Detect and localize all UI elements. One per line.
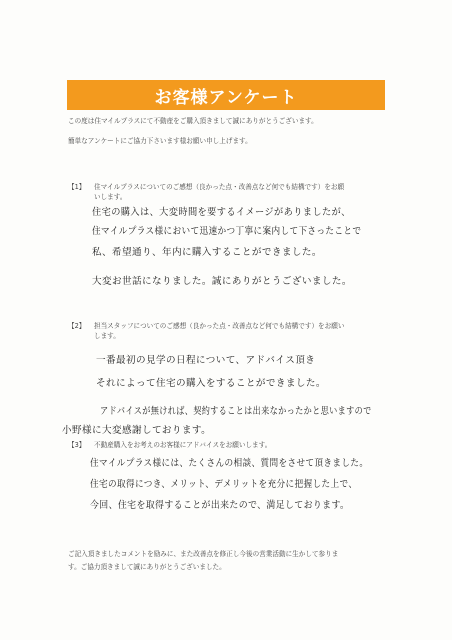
intro-line-1: この度は住マイルプラスにて不動産をご購入頂きまして誠にありがとうございます。 (68, 117, 318, 125)
survey-title-banner (67, 80, 385, 110)
question-1 (68, 183, 344, 202)
question-2-text: 担当スタッフについてのご感想（良かった点・改善点など何でも結構です）をお願い (94, 322, 345, 330)
question-3-text: 不動産購入をお考えのお客様にアドバイスをお願いします。 (94, 441, 272, 449)
footer-line-2: す。ご協力頂きまして誠にありがとうございました。 (68, 563, 226, 571)
answer-2-line-1: 一番最初の見学の日程について、アドバイス頂き (96, 355, 316, 366)
question-1-text: 住マイルプラスについてのご感想（良かった点・改善点など何でも結構です）をお願 (94, 183, 345, 191)
answer-3-line-3: 今回、住宅を取得することが出来たので、満足しております。 (90, 500, 350, 511)
survey-title: お客様アンケート (154, 87, 298, 108)
footer-line-1: ご記入頂きましたコメントを励みに、また改善点を修正し今後の営業活動に生かして参りま (68, 550, 339, 558)
answer-1-line-3: 私、希望通り、年内に購入することができました。 (92, 247, 322, 258)
answer-1-line-2: 住マイルプラス様において迅速かつ丁寧に案内して下さったことで (92, 226, 362, 237)
answer-3-line-2: 住宅の取得につき、メリット、デメリットを充分に把握した上で、 (90, 479, 358, 490)
answer-2-line-4: 小野様に大変感謝しております。 (62, 425, 212, 436)
question-1-text-cont: いします。 (94, 192, 127, 201)
question-2-number: 【2】 (68, 322, 86, 330)
question-2 (68, 322, 344, 341)
question-3 (68, 441, 271, 451)
answer-2-line-3: アドバイスが無ければ、契約することは出来なかったかと思いますので (100, 406, 372, 417)
question-3-number: 【3】 (68, 441, 86, 449)
question-1-number: 【1】 (68, 183, 86, 191)
intro-line-2: 簡単なアンケートにご協力下さいます様お願い申し上げます。 (68, 137, 252, 145)
answer-2-line-2: それによって住宅の購入をすることができました。 (96, 378, 326, 389)
answer-1-line-4: 大変お世話になりました。誠にありがとうございました。 (92, 276, 352, 287)
question-2-text-cont: します。 (94, 331, 120, 340)
answer-1-line-1: 住宅の購入は、大変時間を要するイメージがありましたが、 (92, 207, 351, 218)
answer-3-line-1: 住マイルプラス様には、たくさんの相談、質問をさせて頂きました。 (90, 458, 369, 469)
